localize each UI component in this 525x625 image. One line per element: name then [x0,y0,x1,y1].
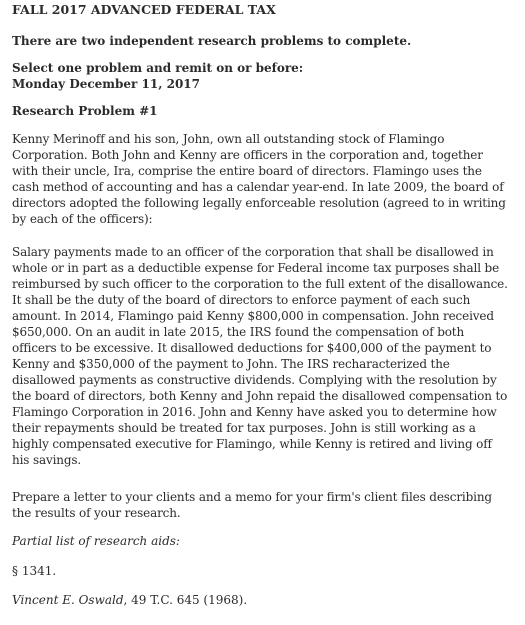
paragraph-resolution: Salary payments made to an officer of the corporation that shall be disallowed in whole or in part as a deductible expense for Federal income tax purposes shall be reimbursed by such officer to the corporation to the full extent of the disallowance. It shall be the duty of the board of directors to enforce payment of each such amount. In 2014, Flamingo paid Kenny $800,000 in compensation. John received $650,000. On an audit in late 2015, the IRS found the compensation of both officers to be excessive. It disallowed deductions for $400,000 of the payment to Kenny and $350,000 of the payment to John. The IRS recharacterized the disallowed payments as constructive dividends. Complying with the resolution by the board of directors, both Kenny and John repaid the disallowed compensation to Flamingo Corporation in 2016. John and Kenny have asked you to determine how their repayments should be treated for tax purposes. John is still working as a highly compensated executive for Flamingo, while Kenny is retired and living off his savings. [12,245,508,467]
case-citation: , 49 T.C. 645 (1968). [123,593,248,607]
select-instruction: Select one problem and remit on or before: [12,61,304,75]
paragraph-facts: Kenny Merinoff and his son, John, own all outstanding stock of Flamingo Corporation. Both John and Kenny are officers in the corporation and, together with their uncle, Ira, comprise the entire board of directors. Flamingo uses the cash method of accounting and has a calendar year-end. In late 2009, the board of directors adopted the following legally enforceable resolution (agreed to in writing by each of the officers): [12,132,506,226]
research-aid-case [12,592,247,608]
research-aid-section: § 1341. [12,564,57,578]
case-name: Vincent E. Oswald [12,593,124,607]
intro-line: There are two independent research problems to complete. [12,34,412,48]
due-date: Monday December 11, 2017 [12,77,200,91]
paragraph-task: Prepare a letter to your clients and a memo for your firm's client files describing the results of your research. [12,490,492,520]
problem-heading: Research Problem #1 [12,104,158,118]
course-title: FALL 2017 ADVANCED FEDERAL TAX [12,2,276,17]
research-aids-heading: Partial list of research aids: [12,534,180,548]
